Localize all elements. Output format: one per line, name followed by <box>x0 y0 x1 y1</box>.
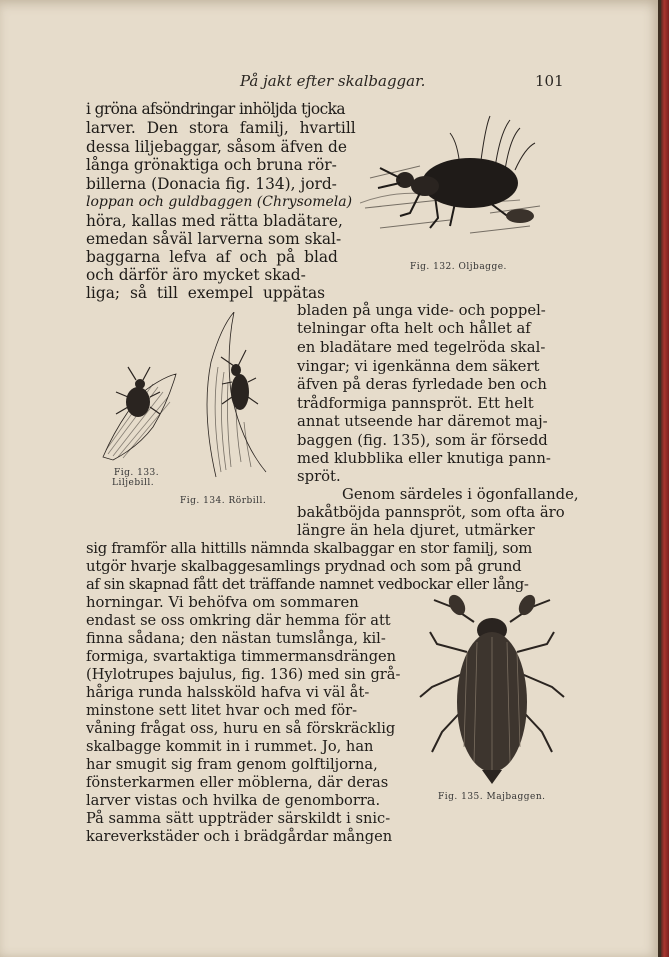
text-line: en bladätare med tegelröda skal- <box>297 339 546 356</box>
text-line: emedan såväl larverna som skal- <box>86 230 342 248</box>
text-line: (Hylotrupes bajulus, fig. 136) med sin grå- <box>86 666 401 683</box>
text-line: billerna (Donacia fig. 134), jord- <box>86 175 337 193</box>
figure-caption-133-name: Liljebill. <box>112 478 155 488</box>
text-line: minstone sett litet hvar och med för- <box>86 702 358 719</box>
text-line: bakåtböjda pannspröt, som ofta äro <box>297 504 565 521</box>
text-line: finna sådana; den nästan tumslånga, kil- <box>86 630 386 647</box>
text-line: utgör hvarje skalbaggesamlings prydnad och som på grund <box>86 558 522 575</box>
text-line: bladen på unga vide- och poppel- <box>297 302 546 319</box>
text-line: Genom särdeles i ögonfallande, <box>342 486 579 503</box>
text-line: trådformiga pannspröt. Ett helt <box>297 395 534 412</box>
text-line: annat utseende har däremot maj- <box>297 413 548 430</box>
lily-beetle-illustration <box>98 362 180 462</box>
text-line: formiga, svartaktiga timmermansdrängen <box>86 648 397 665</box>
text-line: håriga runda halssköld hafva vi väl åt- <box>86 684 370 701</box>
text-line: larver. Den stora familj, hvartill <box>86 119 356 137</box>
figure-caption-134: Fig. 134. Rörbill. <box>180 496 267 506</box>
text-line: äfven på deras fyrledade ben och <box>297 376 547 393</box>
text-line: fönsterkarmen eller möblerna, där deras <box>86 774 389 791</box>
text-line: längre än hela djuret, utmärker <box>297 522 535 539</box>
reed-beetle-illustration <box>196 312 276 482</box>
text-line: horningar. Vi behöfva om sommaren <box>86 594 359 611</box>
text-line: telningar ofta helt och hållet af <box>297 320 531 337</box>
text-line: dessa liljebaggar, såsom äfven de <box>86 138 347 156</box>
text-line: sig framför alla hittills nämnda skalbaggar en stor familj, som <box>86 540 533 557</box>
page-number: 101 <box>535 72 564 90</box>
text-line: baggarna lefva af och på blad <box>86 248 338 266</box>
figure-caption-132: Fig. 132. Oljbagge. <box>410 262 507 272</box>
text-line: vingar; vi igenkänna dem säkert <box>297 358 540 375</box>
text-line: spröt. <box>297 468 341 485</box>
text-line: liga; så till exempel uppätas <box>86 284 326 302</box>
text-line: och därför äro mycket skad- <box>86 266 306 284</box>
book-spine-edge <box>661 0 669 957</box>
text-line: endast se oss omkring där hemma för att <box>86 612 391 629</box>
text-line: larver vistas och hvilka de genomborra. <box>86 792 381 809</box>
text-line: har smugit sig fram genom golftiljorna, <box>86 756 378 773</box>
text-line: loppan och guldbaggen (Chrysomela) <box>86 194 353 210</box>
running-head: På jakt efter skalbaggar. <box>240 72 426 90</box>
figure-caption-135: Fig. 135. Majbaggen. <box>438 792 546 802</box>
text-line: af sin skapnad fått det träffande namnet vedbockar eller lång- <box>86 576 529 593</box>
text-line: skalbagge kommit in i rummet. Jo, han <box>86 738 374 755</box>
text-line: med klubblika eller knutiga pann- <box>297 450 551 467</box>
text-line: baggen (fig. 135), som är försedd <box>297 432 548 449</box>
figure-caption-133: Fig. 133. <box>114 468 160 478</box>
text-line: På samma sätt uppträder särskildt i snic- <box>86 810 391 827</box>
text-line: våning frågat oss, huru en så förskräcklig <box>86 720 396 737</box>
text-line: i gröna afsöndringar inhöljda tjocka <box>86 100 345 118</box>
cockchafer-illustration <box>412 592 572 787</box>
text-line: höra, kallas med rätta bladätare, <box>86 212 343 230</box>
oil-beetle-illustration <box>360 108 550 256</box>
text-line: kareverkstäder och i brädgårdar mången <box>86 828 393 845</box>
text-line: långa grönaktiga och bruna rör- <box>86 156 337 174</box>
